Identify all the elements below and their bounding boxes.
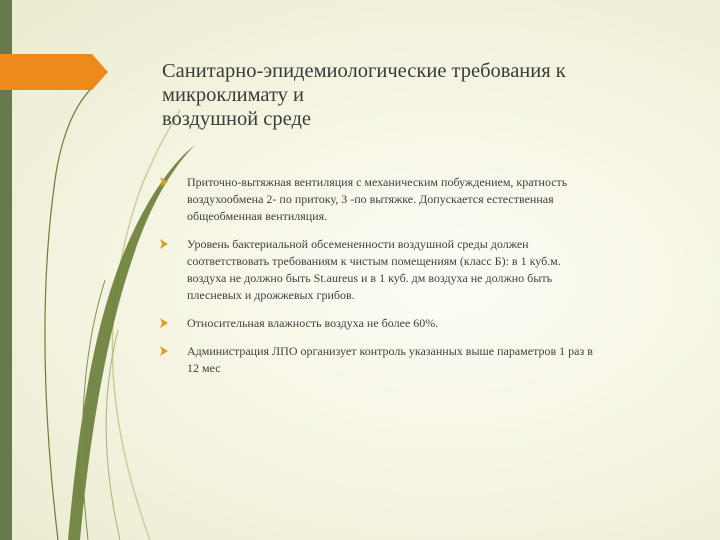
bullet-line: 12 мес: [187, 361, 221, 375]
bullet-line: соответствовать требованиям к чистым помещениям (класс Б): в 1 куб.м.: [187, 254, 561, 268]
bullet-line: общеобменная вентиляция.: [187, 209, 328, 223]
title-line: микроклимату и: [162, 84, 304, 106]
bullet-line: воздухообмена 2- по притоку, 3 -по вытяжке. Допускается естественная: [187, 192, 554, 206]
bullet-list: [160, 174, 680, 388]
title-line: воздушной среде: [162, 108, 312, 130]
bullet-text: [187, 236, 680, 304]
bullet-line: Относительная влажность воздуха не более 60%.: [187, 316, 439, 330]
bullet-arrow-icon: [160, 318, 168, 328]
bullet-arrow-icon: [160, 346, 168, 356]
bullet-line: воздуха не должно быть St.aureus и в 1 куб. дм воздуха не должно быть: [187, 271, 553, 285]
bullet-item: [160, 236, 680, 304]
bullet-line: Администрация ЛПО организует контроль указанных выше параметров 1 раз в: [187, 344, 593, 358]
bullet-item: [160, 315, 680, 332]
bullet-text: [187, 315, 680, 332]
slide-title: [162, 59, 682, 131]
bullet-text: [187, 343, 680, 377]
bullet-text: [187, 174, 680, 225]
bullet-line: Приточно-вытяжная вентиляция с механическим побуждением, кратность: [187, 175, 568, 189]
bullet-line: Уровень бактериальной обсемененности воздушной среды должен: [187, 237, 529, 251]
bullet-line: плесневых и дрожжевых грибов.: [187, 288, 355, 302]
bullet-item: [160, 174, 680, 225]
bullet-arrow-icon: [160, 177, 168, 187]
bullet-item: [160, 343, 680, 377]
orange-arrow-tab: [0, 54, 108, 90]
title-line: Санитарно-эпидемиологические требования к: [162, 60, 566, 82]
bullet-arrow-icon: [160, 239, 168, 249]
